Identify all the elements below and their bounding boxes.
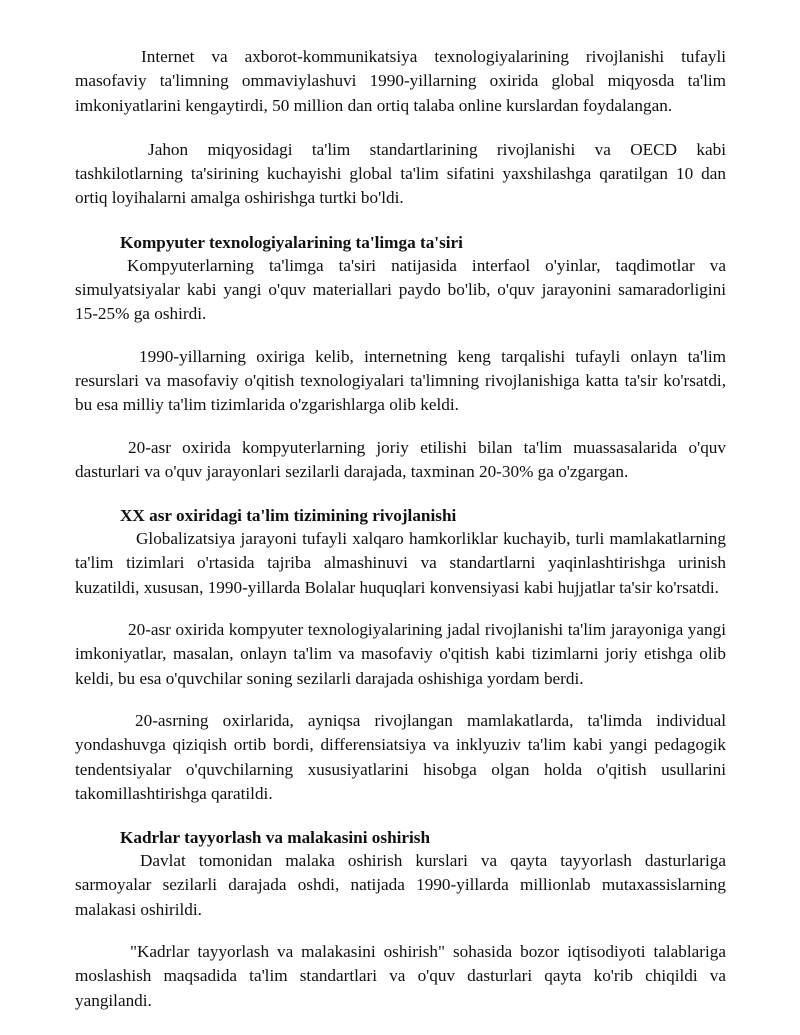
section-heading: XX asr oxiridagi ta'lim tizimining rivojlanishi [120, 506, 457, 526]
paragraph: 1990-yillarning oxiriga kelib, internetning keng tarqalishi tufayli onlayn ta'lim resurslari va masofaviy o'qitish texnologiyalari ta'limning rivojlanishiga katta ta'sir ko'rsatdi, bu esa milliy ta'lim tizimlarida o'zgarishlarga olib keldi. [75, 346, 726, 415]
section-heading: Kompyuter texnologiyalarining ta'limga ta'siri [120, 232, 463, 252]
paragraph: Davlat tomonidan malaka oshirish kurslari va qayta tayyorlash dasturlariga sarmoyalar sezilarli darajada oshdi, natijada 1990-yillarda millionlab mutaxassislarning malakasi oshirildi. [75, 851, 726, 919]
paragraph: Jahon miqyosidagi ta'lim standartlarining rivojlanishi va OECD kabi tashkilotlarning ta'sirining kuchayishi global ta'lim sifatini yaxshilashga qaratilgan 10 dan ortiq loyihalarni amalga oshirishga turtki bo'ldi. [75, 139, 726, 208]
document-body [75, 45, 726, 1013]
paragraph: Kompyuterlarning ta'limga ta'siri natijasida interfaol o'yinlar, taqdimotlar va simulyatsiyalar kabi yangi o'quv materiallari paydo bo'lib, o'quv jarayonini samaradorligini 15-25% ga oshirdi. [75, 255, 726, 324]
paragraph: "Kadrlar tayyorlash va malakasini oshirish" sohasida bozor iqtisodiyoti talablariga moslashish maqsadida ta'lim standartlari va o'quv dasturlari qayta ko'rib chiqildi va yangilandi. [75, 942, 726, 1010]
paragraph: 20-asr oxirida kompyuterlarning joriy etilishi bilan ta'lim muassasalarida o'quv dasturlari va o'quv jarayonlari sezilarli darajada, taxminan 20-30% ga o'zgargan. [75, 437, 726, 481]
paragraph: Globalizatsiya jarayoni tufayli xalqaro hamkorliklar kuchayib, turli mamlakatlarning ta'lim tizimlari o'rtasida tajriba almashinuvi va standartlarni yaqinlashtirishga urinish kuzatildi, xususan, 1990-yillarda Bolalar huquqlari konvensiyasi kabi hujjatlar ta'sir ko'rsatdi. [75, 529, 726, 597]
paragraph: Internet va axborot-kommunikatsiya texnologiyalarining rivojlanishi tufayli masofaviy ta'limning ommaviylashuvi 1990-yillarning oxirida global miqyosda ta'lim imkoniyatlarini kengaytirdi, 50 million dan ortiq talaba online kurslardan foydalangan. [75, 47, 726, 115]
section-heading: Kadrlar tayyorlash va malakasini oshirish [120, 828, 431, 848]
paragraph: 20-asr oxirida kompyuter texnologiyalarining jadal rivojlanishi ta'lim jarayoniga yangi imkoniyatlar, masalan, onlayn ta'lim va masofaviy o'qitish kabi tizimlarni joriy etishga olib keldi, bu esa o'quvchilar soning sezilarli darajada oshishiga yordam berdi. [75, 620, 726, 688]
paragraph: 20-asrning oxirlarida, ayniqsa rivojlangan mamlakatlarda, ta'limda individual yondashuvga qiziqish ortib bordi, differensiatsiya va inklyuziv ta'lim kabi yangi pedagogik tendentsiyalar o'quvchilarning xususiyatlarini hisobga olgan holda o'qitish usullarini takomillashtirishga qaratildi. [75, 710, 726, 803]
